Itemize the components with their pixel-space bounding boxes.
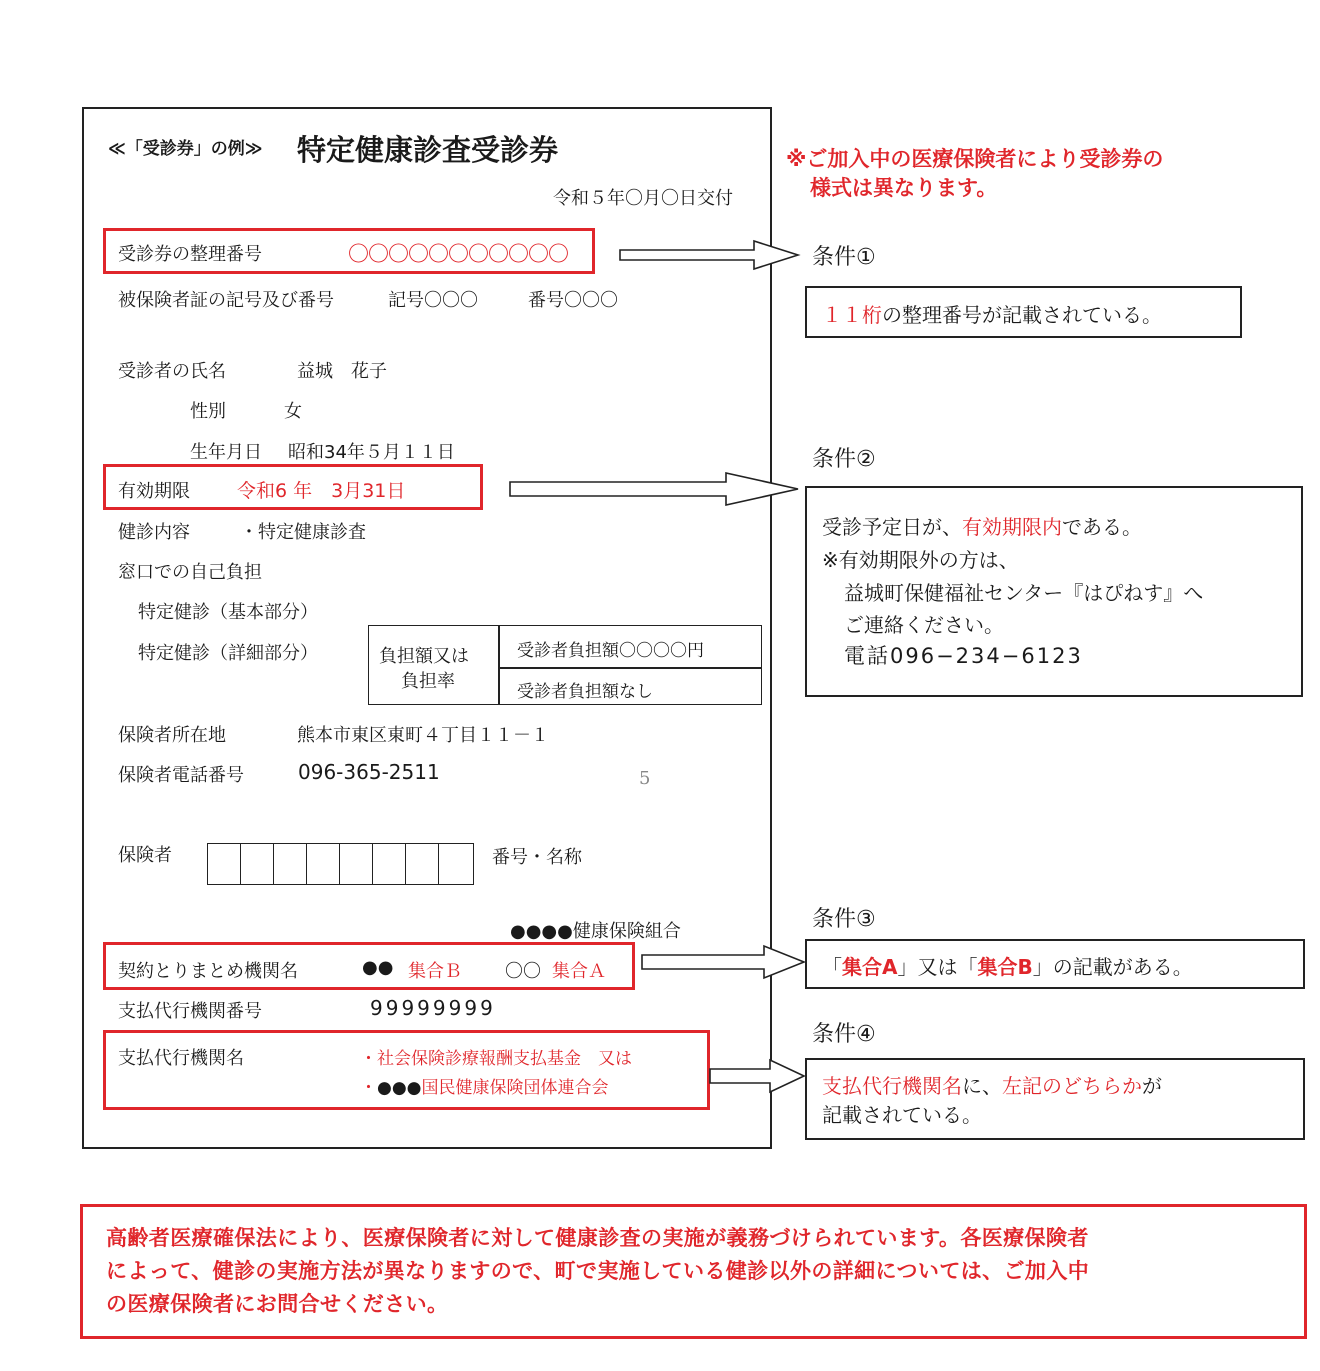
payment-agent-number-label: 支払代行機関番号 [118, 1001, 262, 1022]
condition-2-line2: ※有効期限外の方は、 [822, 548, 1019, 572]
contract-mark-1: ●● [362, 957, 394, 978]
validity-value: 令和6 年 3月31日 [237, 480, 406, 502]
payment-agent-name-label: 支払代行機関名 [118, 1048, 244, 1069]
insured-number: 番号〇〇〇 [528, 290, 618, 311]
condition-2-phone: 電話096−234−6123 [844, 644, 1083, 668]
payment-agent-option-2 [360, 1073, 609, 1098]
ticket-number-value: 〇〇〇〇〇〇〇〇〇〇〇 [348, 242, 568, 266]
copay-label: 窓口での自己負担 [118, 562, 262, 583]
option-2-name: 国民健康保険団体連合会 [421, 1078, 609, 1098]
burden-row-1: 受診者負担額〇〇〇〇円 [517, 641, 704, 661]
exam-value: ・特定健康診査 [240, 522, 366, 543]
footer-line2: によって、健診の実施方法が異なりますので、町で実施している健診以外の詳細については、ご加入中 [106, 1259, 1090, 1283]
condition-3-label: 条件③ [812, 907, 876, 932]
contract-label: 契約とりまとめ機関名 [118, 961, 298, 982]
insurer-number-cells [207, 843, 474, 885]
payment-agent-highlight [103, 1030, 710, 1110]
condition-1-rest: の整理番号が記載されている。 [882, 303, 1162, 327]
option-2-marks: ●●● [377, 1078, 422, 1098]
c4-mid: に、 [962, 1074, 1002, 1098]
arrow-icon [708, 1058, 808, 1094]
contract-group-b: 集合Ｂ [408, 961, 462, 982]
payment-agent-number-value: 99999999 [370, 996, 496, 1020]
birth-label: 生年月日 [190, 442, 262, 463]
option-2-bullet: ・ [360, 1078, 377, 1098]
insurer-phone-value: 096-365-2511 [298, 760, 440, 784]
condition-2-line3: 益城町保健福祉センター『はぴねす』へ [844, 581, 1204, 605]
c3-mid: 」又は「 [897, 955, 978, 979]
condition-1-text [822, 299, 1162, 328]
c3-red-a: 集合A [842, 955, 898, 979]
insured-symbol: 記号〇〇〇 [388, 290, 478, 311]
insurer-name: ●●●●健康保険組合 [510, 921, 681, 942]
burden-label-line2: 負担率 [401, 671, 455, 692]
c4-end: が [1142, 1074, 1162, 1098]
insurer-address-label: 保険者所在地 [118, 725, 226, 746]
footer-line3: の医療保険者にお問合せください。 [106, 1292, 449, 1316]
top-notice-line1: ※ご加入中の医療保険者により受診券の [786, 147, 1164, 171]
contract-group-a: 集合Ａ [552, 961, 606, 982]
name-value: 益城 花子 [297, 361, 387, 382]
condition-4-line1 [822, 1070, 1162, 1099]
sex-value: 女 [284, 401, 302, 422]
page-number: 5 [639, 768, 651, 789]
insurer-phone-label: 保険者電話番号 [118, 765, 244, 786]
insurer-address-value: 熊本市東区東町４丁目１１－１ [297, 725, 549, 746]
arrow-icon [640, 944, 808, 980]
condition-2-line1 [822, 511, 1142, 540]
ticket-title: 特定健康診査受診券 [297, 133, 559, 167]
insurer-number-name-label: 番号・名称 [492, 847, 582, 868]
c4-red-b: 左記のどちらか [1002, 1074, 1142, 1098]
example-label: ≪「受診券」の例≫ [108, 139, 263, 159]
issue-date: 令和５年〇月〇日交付 [553, 188, 733, 209]
insured-label: 被保険者証の記号及び番号 [118, 290, 334, 311]
detail-part-label: 特定健診（詳細部分） [138, 643, 318, 664]
c4-red-a: 支払代行機関名 [822, 1074, 962, 1098]
basic-part-label: 特定健診（基本部分） [138, 602, 318, 623]
condition-3-text [822, 951, 1193, 980]
condition-4-label: 条件④ [812, 1022, 876, 1047]
condition-2-label: 条件② [812, 447, 876, 472]
top-notice-line2: 様式は異なります。 [810, 176, 998, 200]
arrow-icon [618, 238, 802, 272]
name-label: 受診者の氏名 [118, 361, 226, 382]
condition-1-label: 条件① [812, 245, 876, 270]
ticket-number-label: 受診券の整理番号 [118, 244, 262, 265]
payment-agent-option-1: ・社会保険診療報酬支払基金 又は [360, 1049, 632, 1069]
footer-line1: 高齢者医療確保法により、医療保険者に対して健康診査の実施が義務づけられています。各医療保険者 [106, 1226, 1089, 1250]
sex-label: 性別 [190, 401, 226, 422]
burden-row-2: 受診者負担額なし [517, 682, 653, 702]
contract-mark-2: 〇〇 [505, 961, 541, 982]
condition-1-red: １１桁 [822, 303, 882, 327]
c3-end: 」の記載がある。 [1032, 955, 1193, 979]
burden-label-line1: 負担額又は [379, 646, 469, 667]
c3-q1: 「 [822, 955, 842, 979]
insurer-label: 保険者 [118, 845, 172, 866]
condition-2-line4: ご連絡ください。 [844, 613, 1004, 637]
condition-4-line2: 記載されている。 [822, 1103, 982, 1127]
validity-label: 有効期限 [118, 481, 190, 502]
c2-line1-b: である。 [1062, 515, 1142, 539]
c3-red-b: 集合B [977, 955, 1033, 979]
exam-label: 健診内容 [118, 522, 190, 543]
c2-line1-a: 受診予定日が、 [822, 515, 962, 539]
arrow-icon [508, 471, 802, 507]
c2-line1-red: 有効期限内 [962, 515, 1062, 539]
birth-value: 昭和34年５月１１日 [288, 442, 455, 463]
